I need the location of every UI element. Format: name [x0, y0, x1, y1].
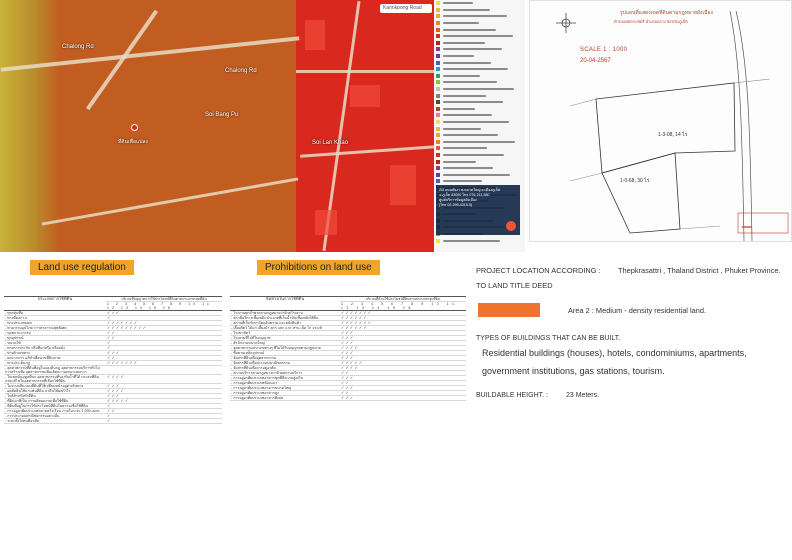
- road-label: Chalong Rd: [225, 68, 257, 74]
- row-label: - ทางประเด็นกฎ: [4, 361, 106, 366]
- row-marks: ✓ ✓ ✓: [340, 351, 466, 356]
- row-marks: ✓ ✓: [106, 409, 222, 414]
- legend-item: [434, 119, 525, 126]
- row-marks: ✓: [106, 341, 222, 346]
- legend-swatch: [436, 153, 440, 157]
- legend-swatch: [436, 107, 440, 111]
- row-marks: ✓ ✓ ✓: [106, 384, 222, 389]
- road-label: Soi Lan Khao: [312, 140, 349, 146]
- column-header-prohibition: ข้อห้ามในการใช้ที่ดิน: [230, 297, 340, 311]
- row-label: - ผลจากการ แก้ทำเพื่อนานที่ดินภาพ: [4, 356, 106, 361]
- row-label: - สถานีบริการเชื้อเพลิง ประเภทที่เก็บน้ำมันเชื้อเพลิงใต้ดิน: [230, 316, 340, 321]
- row-marks: ✓ ✓ ✓ ✓: [340, 346, 466, 351]
- legend-item: [434, 92, 525, 99]
- row-marks: ✓ ✓ ✓ ✓: [340, 366, 466, 371]
- row-marks: ✓: [106, 419, 222, 424]
- legend-swatch: [436, 146, 440, 150]
- row-label: - ระยะตั้งใจคนที่อาศัย: [4, 419, 106, 424]
- legend-text: [443, 180, 482, 182]
- row-marks: ✓ ✓ ✓: [340, 336, 466, 341]
- legend-swatch: [436, 1, 440, 5]
- legend-item: [434, 59, 525, 66]
- legend-text: [443, 75, 480, 77]
- row-label: - การอยู่อาศัยประเภทห้องแถว: [230, 381, 340, 386]
- zone-color-swatch: [478, 303, 540, 317]
- legend-swatch: [436, 34, 440, 38]
- row-label: - ทางการประกัน หรือที่แก่หรือ หรือคลัง: [4, 346, 106, 351]
- row-label: - ทุกสถานะกรรม: [4, 331, 106, 336]
- legend-item: [434, 7, 525, 14]
- row-label: - ทางกรรมอุปโภค การสาธารณสุขพิเศษ: [4, 326, 106, 331]
- building-types-line1: Residential buildings (houses), hotels, condominiums, apartments,: [482, 348, 747, 358]
- row-label: - ที่ดินที่อยู่ในการใช้ประโยชน์ที่ดินในความเชื่อใช้ที่ดิน: [4, 404, 106, 409]
- buildable-height-label: BUILDABLE HEIGHT. :: [476, 392, 548, 399]
- map-block: [315, 210, 337, 235]
- row-label: - อุตสาหกรรมประเภทต่างๆ ที่ไม่ได้รับอนุญาตตามกฎหมาย: [230, 346, 340, 351]
- legend-text: [443, 15, 507, 17]
- legend-text: [443, 174, 510, 176]
- zoning-map[interactable]: [0, 0, 525, 252]
- deed-title: รูปแผนที่แสดงเขตที่ดินตามกฎหมายผังเมือง: [620, 10, 713, 16]
- row-marks: ✓ ✓ ✓: [106, 394, 222, 399]
- legend-swatch: [436, 133, 440, 137]
- legend-text: [443, 35, 513, 37]
- row-label: - การประกอบพาณิชยกรรมอย่างอื่น: [4, 414, 106, 419]
- heading-land-use-regulation: Land use regulation: [30, 260, 134, 275]
- row-label: - ขนาดใช้: [4, 341, 106, 346]
- row-label: - ผลตัดสินใช้นาแฟนที่ดิน อาดีนใช้ผลกำไร: [4, 389, 106, 394]
- legend-swatch: [436, 127, 440, 131]
- legend-item: [434, 13, 525, 20]
- legend-item: [434, 86, 525, 93]
- legend-text: [443, 88, 514, 90]
- row-marks: ✓ ✓ ✓: [340, 356, 466, 361]
- deed-area-sub: 1-0-68, 30 ไร่: [620, 178, 650, 184]
- legend-text: [443, 62, 491, 64]
- buildable-height-value: 23 Meters.: [566, 392, 600, 399]
- row-label: - ในเขตนั่นมดูลที่นก อุตสาหกรรมที่รองรับน้ำที่ได้ ประสบที่ดินแห่งแก้ไขในอุตสาหกรรมที่เลือกใช้ที่ดิน: [4, 375, 106, 384]
- legend-item: [434, 20, 525, 27]
- info-line: ศูนย์บริการข้อมูลผังเมือง: [439, 198, 477, 202]
- land-use-prohibition-table: [230, 296, 466, 401]
- row-marks: ✓ ✓: [340, 381, 466, 386]
- info-line: (โทร 02-299-4315-5): [439, 203, 473, 207]
- deed-subtitle: ตำบลเทพกระษัตรี อำเภอถลาง จังหวัดภูเก็ต: [614, 19, 688, 24]
- row-marks: ✓ ✓ ✓ ✓ ✓ ✓ ✓: [106, 361, 222, 366]
- legend-swatch: [436, 61, 440, 65]
- map-block: [305, 20, 325, 50]
- legend-text: [443, 55, 474, 57]
- legend-swatch: [436, 140, 440, 144]
- legend-swatch: [436, 80, 440, 84]
- row-marks: ✓ ✓ ✓ ✓ ✓: [340, 361, 466, 366]
- row-marks: ✓ ✓ ✓ ✓: [106, 389, 222, 394]
- row-label: - ทุกกลุ่มที่อ: [4, 311, 106, 316]
- deed-drawing: [530, 1, 792, 242]
- legend-swatch: [436, 94, 440, 98]
- row-marks: ✓: [106, 316, 222, 321]
- row-marks: ✓: [106, 346, 222, 351]
- legend-item: [434, 112, 525, 119]
- legend-text: [443, 134, 498, 136]
- building-types-label: TYPES OF BUILDINGS THAT CAN BE BUILT.: [476, 335, 621, 342]
- table-row: [4, 419, 222, 424]
- row-label: - จัดสรรที่ดินเพื่อประกอบพาณิชยกรรม: [230, 361, 340, 366]
- row-marks: ✓ ✓ ✓ ✓ ✓ ✓ ✓: [340, 311, 466, 316]
- legend-item: [434, 33, 525, 40]
- legend-text: [443, 147, 487, 149]
- legend-item: [434, 125, 525, 132]
- row-label: - ซื้อขายเหล็กอุปกรณ์: [230, 351, 340, 356]
- legend-item: [434, 165, 525, 172]
- legend-item: [434, 66, 525, 73]
- row-label: - โรงฆ่าสัตว์: [230, 331, 340, 336]
- legend-item: [434, 53, 525, 60]
- legend-text: [443, 81, 497, 83]
- legend-text: [443, 42, 485, 44]
- row-marks: ✓: [106, 404, 222, 409]
- row-label: - อุตสาหกรรมที่ดินที่อยู่ในแลงดินกฎ อุตสาหกรรมบริการทั่วไป การสร้างเพื่อ อุตสาหกรรมเพิ่มเติมความเหมาะสมกว่า: [4, 366, 106, 375]
- zone-orange-area: [40, 0, 300, 252]
- legend-text: [443, 95, 486, 97]
- row-label: - การอยู่อาศัยประเภทอาคารสูง: [230, 391, 340, 396]
- legend-swatch: [436, 67, 440, 71]
- row-marks: ✓: [106, 414, 222, 419]
- map-block: [350, 85, 380, 107]
- info-line: จ.ภูเก็ต 83000 โทร 076-211-580: [439, 193, 490, 197]
- site-label: ที่ดินเพื่อแปลง: [118, 139, 148, 145]
- legend-item: [434, 73, 525, 80]
- legend-item: [434, 158, 525, 165]
- row-marks: ✓ ✓: [106, 336, 222, 341]
- row-marks: ✓ ✓: [106, 356, 222, 361]
- column-numbers: 1 2 3 4 5 6 7 8 9 10 11 12 13 14 15 16: [106, 302, 222, 311]
- legend-swatch: [436, 21, 440, 25]
- legend-swatch: [436, 100, 440, 104]
- info-line: 2/4 ถนนพังงา ต.ตลาดใหญ่ อ.เมืองภูเก็ต: [439, 188, 501, 192]
- legend-text: [443, 48, 502, 50]
- row-label: - เลี้ยงสัตว์ ได้แก่ เลี้ยงม้า สุกร แพะ แกะ ห่าน เป็ด ไก่ จระเข้: [230, 326, 340, 331]
- row-marks: ✓ ✓ ✓ ✓ ✓ ✓ ✓: [106, 321, 222, 326]
- row-marks: ✓ ✓: [340, 371, 466, 376]
- legend-text: [443, 121, 509, 123]
- legend-text: [443, 128, 481, 130]
- location-value: Thepkrasattri , Thaland District , Phuket Province.: [618, 266, 781, 275]
- row-label: - จัดสรรที่ดินเพื่ออุตสาหกรรม: [230, 356, 340, 361]
- legend-item: [434, 178, 525, 185]
- legend-item: [434, 46, 525, 53]
- legend-item: [434, 106, 525, 113]
- column-header-group: บริเวณที่ห้ามใช้ประโยชน์ที่ดินตามประเภทกลุ่มที่ดิน: [340, 297, 466, 302]
- legend-text: [443, 29, 496, 31]
- legend-item: [434, 99, 525, 106]
- deed-scale: SCALE 1 : 1000: [580, 47, 628, 53]
- row-label: - ใกล้สำหรับทำที่ดิน: [4, 394, 106, 399]
- legend-item: [434, 26, 525, 33]
- row-marks: ✓ ✓ ✓ ✓ ✓ ✓: [340, 326, 466, 331]
- legend-item: [434, 237, 525, 244]
- site-pin-icon[interactable]: [131, 124, 138, 131]
- location-label: PROJECT LOCATION ACCORDING :: [476, 266, 601, 275]
- legend-text: [443, 141, 515, 143]
- map-info-box: [436, 185, 520, 235]
- legend-swatch: [436, 166, 440, 170]
- row-marks: ✓ ✓: [340, 391, 466, 396]
- legend-swatch: [436, 87, 440, 91]
- land-use-regulation-table: [4, 296, 222, 424]
- deed-area-main: 1-3-08, 14 ไร่: [658, 132, 688, 138]
- column-header-group: บริเวณที่อนุญาตการใช้ประโยชน์ที่ดินตามประเภทกลุ่มที่ดิน: [106, 297, 222, 302]
- column-numbers: 1 2 3 4 5 6 7 8 9 10 11 12 13 14 15 16: [340, 302, 466, 311]
- legend-item: [434, 145, 525, 152]
- legend-swatch: [436, 173, 440, 177]
- legend-swatch: [436, 160, 440, 164]
- legend-text: [443, 9, 490, 11]
- legend-swatch: [436, 41, 440, 45]
- legend-swatch: [436, 179, 440, 183]
- road-label: Soi Bang Pu: [205, 112, 239, 118]
- building-types-line2: government institutions, gas stations, tourism.: [482, 366, 665, 376]
- map-block: [390, 165, 416, 205]
- legend-item: [434, 132, 525, 139]
- road-label: Chalong Rd: [62, 44, 94, 50]
- legend-swatch: [436, 47, 440, 51]
- legend-item: [434, 40, 525, 47]
- legend-swatch: [436, 8, 440, 12]
- legend-swatch: [436, 113, 440, 117]
- legend-item: [434, 79, 525, 86]
- legend-text: [443, 240, 500, 242]
- row-label: - การอยู่อาศัยประเภทอาคารพิเศษ: [230, 396, 340, 401]
- row-marks: ✓ ✓ ✓ ✓ ✓ ✓ ✓: [340, 321, 466, 326]
- heading-prohibitions: Prohibitions on land use: [257, 260, 380, 275]
- legend-swatch: [436, 74, 440, 78]
- legend-text: [443, 101, 503, 103]
- legend-swatch: [436, 120, 440, 124]
- legend-swatch: [436, 14, 440, 18]
- row-label: - โรงงานทุกจำพวกตามกฎหมายว่าด้วยโรงงาน: [230, 311, 340, 316]
- legend-text: [443, 114, 492, 116]
- row-marks: ✓ ✓ ✓: [106, 351, 222, 356]
- legend-swatch: [436, 28, 440, 32]
- legend-text: [443, 167, 493, 169]
- row-label: - สถานที่เก็บรักษาวัตถุอันตราย และคลังสินค้า: [230, 321, 340, 326]
- legend-text: [443, 154, 504, 156]
- row-label: - สถานบริการตามกฎหมายว่าด้วยสถานบริการ: [230, 371, 340, 376]
- row-marks: ✓ ✓: [106, 331, 222, 336]
- row-label: - การอยู่อาศัยประเภทอาคารขนาดใหญ่: [230, 386, 340, 391]
- row-marks: ✓ ✓ ✓: [340, 396, 466, 401]
- row-label: - ในระบบสินแนบที่ดินที่ใช้เปลี่ยนหน้าอยู่ค่าเดินทาง: [4, 384, 106, 389]
- legend-text: [443, 22, 479, 24]
- column-header-use: ประเภทการใช้ที่ดิน: [4, 297, 106, 311]
- legend-item: [434, 138, 525, 145]
- deed-date: 20-04-2567: [580, 58, 611, 64]
- legend-text: [443, 161, 476, 163]
- zone-green-area: [0, 0, 60, 252]
- location-line2: TO LAND TITLE DEED: [476, 281, 553, 290]
- map-search-input[interactable]: Kanokpong Road: [380, 4, 432, 13]
- legend-text: [443, 2, 473, 4]
- row-marks: ✓ ✓ ✓: [340, 341, 466, 346]
- row-marks: ✓ ✓ ✓: [340, 331, 466, 336]
- legend-item: [434, 171, 525, 178]
- legend-swatch: [436, 239, 440, 243]
- row-label: - การอยู่อาศัยประเภทหลายครัวเรือน ภายในระยะ 1,000 เมตร: [4, 409, 106, 414]
- row-label: - ทุกอุปกรณ์: [4, 336, 106, 341]
- map-action-button[interactable]: [506, 221, 516, 231]
- row-marks: ✓ ✓ ✓: [106, 311, 222, 316]
- land-deed-plan: [529, 0, 792, 242]
- row-label: - สำนักงานขนาดใหญ่: [230, 341, 340, 346]
- row-label: - ทางประเภทผลก: [4, 321, 106, 326]
- row-label: - จัดสรรที่ดินเพื่อการอยู่อาศัย: [230, 366, 340, 371]
- row-label: - ที่ดินมาที่เป็น การผลิตผลงานเพื่อใช้ที่ดิน: [4, 399, 106, 404]
- row-marks: ✓ ✓ ✓: [340, 376, 466, 381]
- row-marks: ✓ ✓ ✓: [340, 386, 466, 391]
- legend-swatch: [436, 54, 440, 58]
- table-row: [230, 396, 466, 401]
- legend-text: [443, 68, 508, 70]
- row-marks: ✓ ✓ ✓ ✓ ✓: [106, 399, 222, 404]
- row-marks: ✓ ✓ ✓ ✓ ✓ ✓: [340, 316, 466, 321]
- zone-description: Area 2 : Medium - density residential land.: [568, 306, 707, 315]
- legend-item: [434, 0, 525, 7]
- row-label: - การอยู่อาศัยประเภทอาคารชุดที่มีความสูงเกิน: [230, 376, 340, 381]
- legend-text: [443, 108, 475, 110]
- row-marks: ✓ ✓ ✓ ✓ ✓ ✓ ✓ ✓ ✓: [106, 326, 222, 331]
- row-label: - โรงแรมที่ไม่มีใบอนุญาต: [230, 336, 340, 341]
- row-label: - ทางตัวเลขทาง: [4, 351, 106, 356]
- row-marks: ✓ ✓ ✓ ✓: [106, 375, 222, 384]
- map-road: [296, 70, 436, 73]
- row-label: - ทางที่ดอกาน: [4, 316, 106, 321]
- legend-item: [434, 152, 525, 159]
